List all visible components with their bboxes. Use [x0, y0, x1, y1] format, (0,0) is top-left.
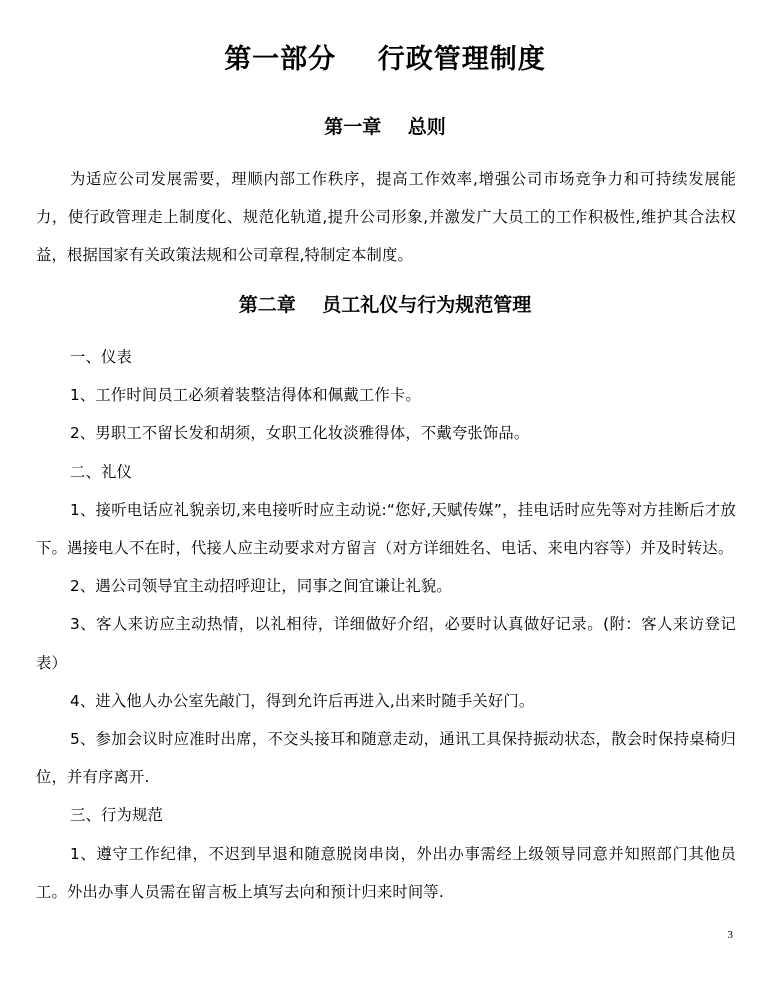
section-heading-conduct: 三、行为规范	[70, 806, 163, 825]
section-heading-etiquette: 二、礼仪	[70, 462, 132, 481]
chapter-1-body	[36, 160, 736, 275]
appearance-item-1: 1、工作时间员工必须着装整洁得体和佩戴工作卡。	[70, 386, 421, 405]
page-number: 3	[727, 929, 733, 941]
etiquette-item-1: 1、接听电话应礼貌亲切,来电接听时应主动说:“您好,天赋传媒”，挂电话时应先等对方挂断后才放下。遇接电人不在时，代接人应主动要求对方留言（对方详细姓名、电话、来电内容等）并及时转达。	[36, 500, 736, 558]
etiquette-item-2: 2、遇公司领导宜主动招呼迎让，同事之间宜谦让礼貌。	[70, 577, 452, 596]
chapter-2-title: 第二章 员工礼仪与行为规范管理	[238, 294, 532, 316]
chapter-2-body	[36, 338, 736, 911]
appearance-item-2: 2、男职工不留长发和胡须，女职工化妆淡雅得体，不戴夸张饰品。	[70, 424, 530, 443]
conduct-item-1: 1、遵守工作纪律，不迟到早退和随意脱岗串岗，外出办事需经上级领导同意并知照部门其他员工。外出办事人员需在留言板上填写去向和预计归来时间等.	[36, 844, 736, 901]
etiquette-item-4: 4、进入他人办公室先敲门，得到允许后再进入,出来时随手关好门。	[70, 691, 535, 710]
chapter-1-title: 第一章 总则	[324, 116, 446, 138]
chapter-1-paragraph: 为适应公司发展需要，理顺内部工作秩序，提高工作效率,增强公司市场竞争力和可持续发展能力，使行政管理走上制度化、规范化轨道,提升公司形象,并激发广大员工的工作积极性,维护其合法权益，根据国家有关政策法规和公司章程,特制定本制度。	[36, 170, 736, 265]
etiquette-item-3: 3、客人来访应主动热情，以礼相待，详细做好介绍，必要时认真做好记录。(附：客人来访登记表）	[36, 615, 736, 672]
etiquette-item-5: 5、参加会议时应准时出席，不交头接耳和随意走动，通讯工具保持振动状态，散会时保持桌椅归位，并有序离开.	[36, 730, 736, 787]
section-heading-appearance: 一、仪表	[70, 348, 132, 366]
part-title: 第一部分 行政管理制度	[224, 44, 546, 75]
